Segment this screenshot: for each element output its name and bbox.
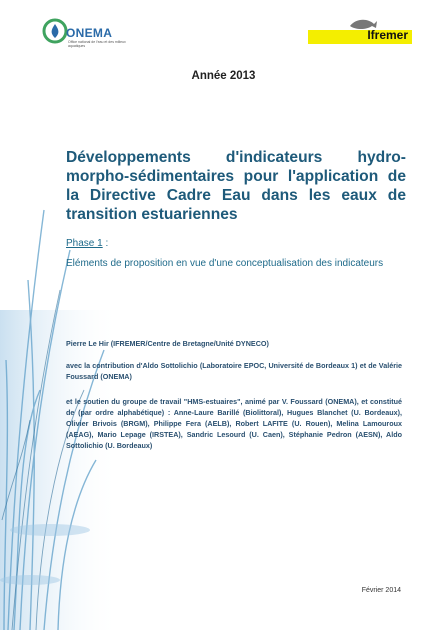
report-subtitle: Eléments de proposition en vue d'une conceptualisation des indicateurs (66, 258, 384, 269)
author-line: Pierre Le Hir (IFREMER/Centre de Bretagne/Unité DYNECO) (66, 339, 269, 348)
phase-heading (66, 238, 108, 249)
phase-label: Phase 1 (66, 238, 103, 249)
onema-logo (42, 18, 126, 52)
ifremer-logo (308, 16, 412, 44)
report-title: Développements d'indicateurs hydro-morpho-sédimentaires pour l'application de la Directive Cadre Eau dans les eaux de transition estuariennes (66, 149, 406, 223)
ifremer-logo-text: Ifremer (367, 28, 408, 42)
publication-date: Février 2014 (361, 587, 401, 594)
onema-logo-text: ONEMA (66, 26, 113, 40)
onema-tagline: Office national de l'eau et des milieux aquatiques (68, 40, 126, 48)
report-year: Année 2013 (191, 70, 256, 82)
onema-drop-icon (42, 18, 68, 44)
contribution-paragraph: avec la contribution d'Aldo Sottolichio (Laboratoire EPOC, Université de Bordeaux 1) et de Valérie Foussard (ONEMA) (66, 361, 402, 381)
phase-suffix: : (102, 238, 109, 249)
support-paragraph: et le soutien du groupe de travail "HMS-estuaires", animé par V. Foussard (ONEMA), et constitué de (par ordre alphabétique) : Anne-Laure Barillé (Biolittoral), Hugues Blanchet (U. Bordeaux), Olivier Brivois (BRGM), Philippe Fera (AELB), Robert LAFITE (U. Rouen), Melina Lamouroux (AEAG), Mario Lepage (IRSTEA), Sandric Lesourd (U. Caen), Stéphanie Pedron (AESN), Aldo Sottolichio (U. Bordeaux) (66, 397, 402, 450)
